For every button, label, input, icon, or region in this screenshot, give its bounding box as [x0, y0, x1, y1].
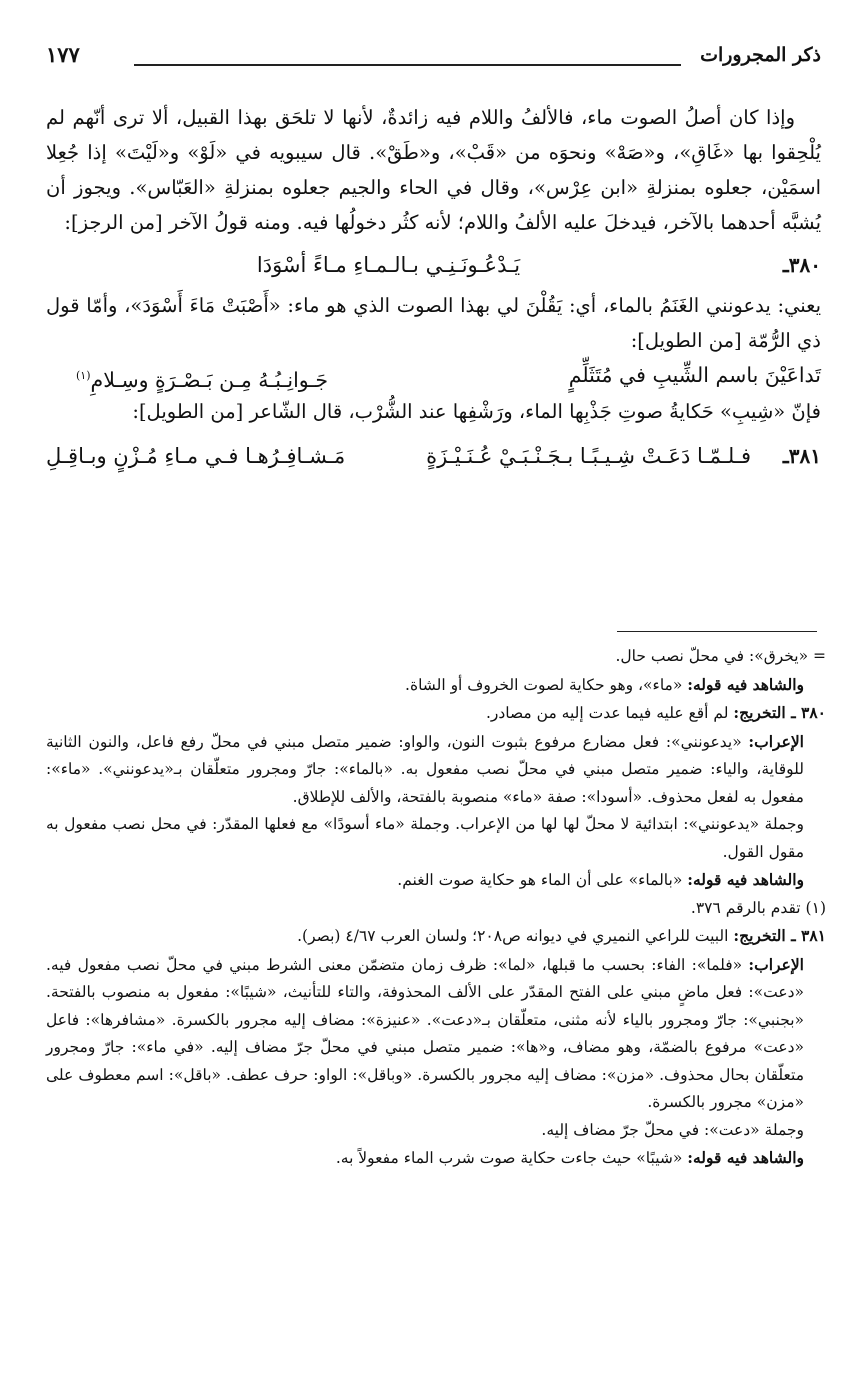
verse-number: ٣٨٠ـ: [782, 253, 821, 277]
hemistich-1: تَداعَيْنَ باسم الشِّيبِ في مُتَثَلِّمٍ: [568, 363, 821, 387]
hemistich-2-text: جَـوانِـبُـهُ مِـن بَـصْـرَةٍ وسِـلامِ: [90, 367, 329, 392]
note-line: [46, 671, 826, 700]
note-line: = «يخرق»: في محلّ نصب حال.: [615, 647, 826, 665]
note-line: (١) تقدم بالرقم ٣٧٦.: [690, 898, 826, 917]
verse-381: [46, 439, 821, 479]
paragraph-2: يعني: يدعونني الغَنَمُ بالماء، أي: يَقُلْنَ لي بهذا الصوت الذي هو ماء: «أَصْبَتْ مَاءَ أَسْوَدَ»، وأمّا قول ذي الرُّمّة [من الطويل]:: [46, 294, 821, 352]
running-title: ذكر المجرورات: [700, 44, 821, 66]
paragraph-1: وإذا كان أصلُ الصوت ماء، فالألفُ واللام فيه زائدةٌ، لأنها لا تلحَق بهذا القبيل، ألا ترى أنّهم لم يُلْحِقوا بها «غَاقِ»، و«صَهْ» ونحوَه من «قَبْ»، و«طَقْ». قال سيبويه في «لَوْ» و«لَيْتَ» إذا جُعِلا اسمَيْن، جعلوه بمنزلةِ «ابن عِرْس»، وقال في الحاء والجيم جعلوه بمنزلةِ «العَبّاس». ويجوز أن يُشبَّه أحدهما بالآخر، فيدخلَ عليه الألفُ واللام؛ لأنه كثُر دخولُها فيه. ومنه قولُ الآخر [من الرجز]:: [46, 106, 821, 234]
note-label: والشاهد فيه قوله:: [687, 674, 804, 694]
note-label: ٣٨١ ـ التخريج:: [733, 926, 826, 945]
hemistich-2: مَـشـافِـرُهـا فـي مـاءِ مُـزْنٍ وبـاقِـلِ: [46, 444, 346, 468]
note-line: [46, 699, 826, 728]
verse-text: يَـدْعُـونَـنِـي بـالـمـاءِ مـاءً أسْوَدَا: [256, 253, 521, 277]
paragraph-3: فإنّ «شِيبِ» حَكايةُ صوتِ جَذْبِها الماء، ورَشْفِها عند الشُّرْب، قال الشّاعر [من الطويل]:: [132, 400, 821, 423]
note-text: لم أقع عليه فيما عدت إليه من مصادر.: [485, 704, 734, 722]
main-text: [46, 100, 821, 479]
note-text: «بالماء» على أن الماء هو حكاية صوت الغنم.: [397, 871, 688, 889]
note-label: والشاهد فيه قوله:: [687, 870, 804, 889]
couplet-dhu-rumma: [46, 358, 821, 394]
note-label: الإعراب:: [748, 954, 804, 974]
verse-number: ٣٨١ـ: [782, 444, 821, 468]
note-text: «ماء»، وهو حكاية لصوت الخروف أو الشاة.: [405, 675, 688, 694]
footnote-marker: (١): [76, 369, 91, 382]
note-text: «فلما»: الفاء: بحسب ما قبلها، «لما»: ظرف زمان متضمّن معنى الشرط مبني في محلّ نصب مفعول فيه. «دعت»: فعل ماضٍ مبني على الفتح المقدّر على الألف المحذوفة، والتاء للتأنيث، «شيبًا»: مفعول به منصوب بالفتحة. «بجنبي»: جارّ ومجرور بالياء لأنه مثنى، متعلّقان بـ«دعت». «عنيزة»: مضاف إليه مجرور بالكسرة. «مشافرها»: فاعل «دعت» مرفوع بالضمّة، وهو مضاف، و«ها»: ضمير متصل مبني في محلّ جرّ مضاف إليه. «في ماء»: جارّ ومجرور متعلّقان بحال محذوف. «مزن»: مضاف إليه مجرور بالكسرة. «وباقل»: الواو: حرف عطف. «باقل»: اسم معطوف على «مزن» مجرور بالكسرة.: [46, 955, 804, 1111]
header-rule: [134, 64, 681, 66]
note-text: البيت للراعي النميري في ديوانه ص٢٠٨؛ ولسان العرب ٤/٦٧ (بصر).: [297, 927, 734, 945]
footnote-separator: [617, 631, 817, 632]
verse-380: [46, 248, 821, 288]
page-number: ١٧٧: [46, 42, 80, 67]
footnotes: [46, 643, 826, 1173]
note-label: الإعراب:: [748, 731, 804, 751]
note-line: [46, 1144, 826, 1173]
note-line: وجملة «دعت»: في محلّ جرّ مضاف إليه.: [541, 1120, 804, 1139]
note-label: ٣٨٠ ـ التخريج:: [733, 703, 826, 722]
hemistich-1: فـلـمّـا دَعَـتْ شِـيـبًـا بـجَـنْـبَـيْ عُـنَـيْـزَةٍ: [426, 444, 751, 468]
page-header: [46, 40, 821, 74]
note-line: [46, 951, 826, 1117]
note-text: «شيبًا» حيث جاءت حكاية صوت شرب الماء مفعولاً به.: [335, 1149, 688, 1167]
note-line: [46, 922, 826, 951]
note-line: [46, 866, 826, 895]
note-text: «يدعونني»: فعل مضارع مرفوع بثبوت النون، والواو: ضمير متصل مبني في محلّ رفع فاعل، والنون الثانية للوقاية، والياء: ضمير متصل مبني في محلّ نصب مفعول به. «بالماء»: جارّ ومجرور متعلّقان بـ«يدعونني». «ماء»: مفعول به لفعل محذوف. «أسودا»: صفة «ماء» منصوبة بالفتحة، والألف للإطلاق.: [46, 732, 804, 806]
hemistich-2: [76, 358, 328, 394]
note-label: والشاهد فيه قوله:: [687, 1148, 804, 1167]
note-line: وجملة «يدعونني»: ابتدائية لا محلّ لها لها من الإعراب. وجملة «ماء أسودًا» مع فعلها المقدّر: في محل نصب مفعول به مقول القول.: [46, 815, 804, 861]
note-line: [46, 728, 826, 812]
